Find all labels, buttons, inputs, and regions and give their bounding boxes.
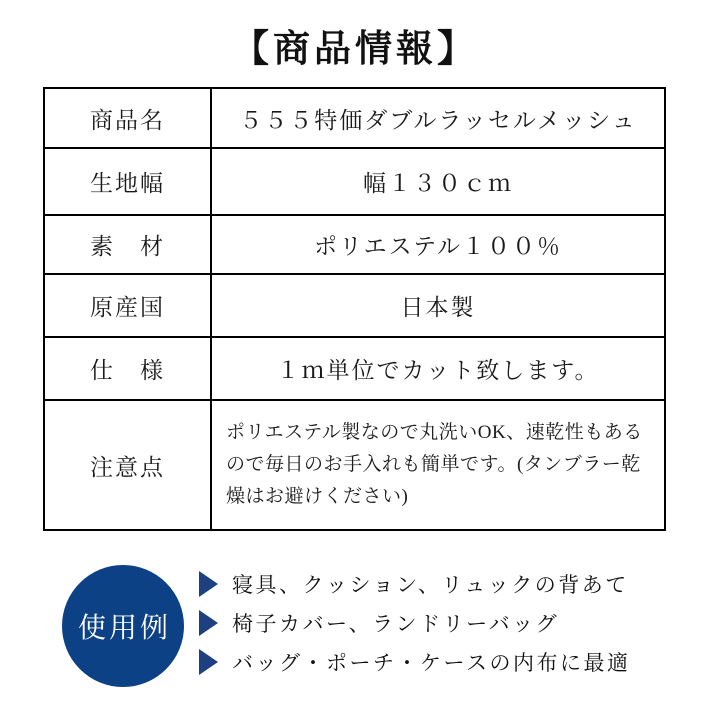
table-row-fabric-width: [44, 148, 665, 215]
list-item: [199, 570, 630, 597]
list-item: [199, 609, 630, 636]
list-item: [199, 648, 630, 675]
table-row-material: [44, 215, 665, 274]
usage-list: [199, 570, 630, 675]
row-label: 原産国: [44, 274, 211, 337]
row-value: ５５５特価ダブルラッセルメッシュ: [211, 88, 665, 148]
row-label: 素 材: [44, 215, 211, 274]
row-label: 商品名: [44, 88, 211, 148]
row-value: 日本製: [211, 274, 665, 337]
row-value: 幅１３０ｃｍ: [211, 148, 665, 215]
table-row-notes: [44, 400, 665, 530]
row-label: 生地幅: [44, 148, 211, 215]
table-row-product-name: [44, 88, 665, 148]
arrow-right-icon: [199, 649, 218, 675]
usage-item-text: 椅子カバー、ランドリーバッグ: [232, 611, 560, 636]
usage-badge-label: 使用例: [77, 613, 171, 644]
product-spec-table: [43, 87, 666, 531]
page-title: 【商品情報】: [232, 29, 478, 70]
arrow-right-icon: [199, 571, 218, 597]
row-value: ポリエステル製なので丸洗いOK、速乾性もあるので毎日のお手入れも簡単です。(タンブラー乾燥はお避けください): [211, 400, 665, 530]
usage-item-text: 寝具、クッション、リュックの背あて: [232, 572, 629, 597]
row-value: １ｍ単位でカット致します。: [211, 337, 665, 400]
row-label: 仕 様: [44, 337, 211, 400]
table-row-spec: [44, 337, 665, 400]
row-label: 注意点: [44, 400, 211, 530]
table-row-origin: [44, 274, 665, 337]
arrow-right-icon: [199, 610, 218, 636]
usage-item-text: バッグ・ポーチ・ケースの内布に最適: [232, 650, 631, 675]
row-value: ポリエステル１００％: [211, 215, 665, 274]
usage-badge: [62, 565, 184, 687]
